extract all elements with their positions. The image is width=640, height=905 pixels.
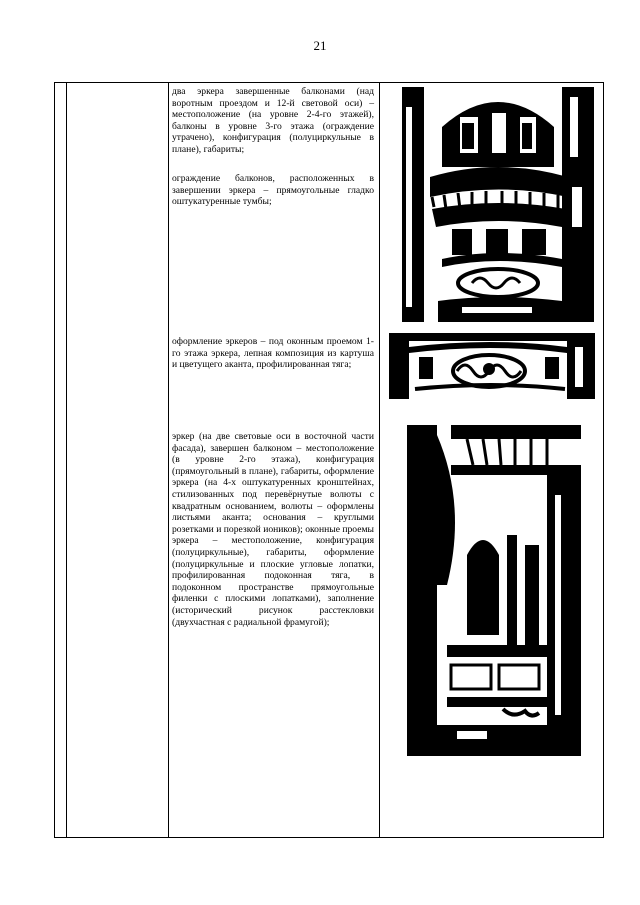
paragraph-bay-windows-balconies: два эркера завершенные балконами (над воротным проездом и 12-й световой оси) – местоположение (на уровне 2-4-го этажей), балконы в уровне 3-го этажа (ограждение утрачено), конфигурация (полуциркульные в плане), габариты; — [172, 86, 374, 155]
paragraph-bay-decoration: оформление эркеров – под оконным проемом 1-го этажа эркера, лепная композиция из картуша и цветущего аканта, профилированная тяга; — [172, 336, 374, 371]
column-divider-2 — [168, 83, 169, 837]
column-divider-3 — [379, 83, 380, 837]
paragraph-east-bay-window: эркер (на две световые оси в восточной части фасада), завершен балконом – местоположение (в уровне 2-го этажа), конфигурация (прямоугольный в плане), габариты, оформление эркера (на 4-х оштукатуренных кронштейнах, стилизованных под перевёрнутые волюты с квадратным основанием, волюты – оформлены листьями аканта; основания – круглыми розетками и порезкой иоников); оконные проемы эркера – местоположение, конфигурация (полуциркульные), габариты, оформление (полуциркульные и плоские угловые лопатки, профилированная подоконная тяга, в подоконном пространстве прямоугольные филенки с плоскими лопатками), заполнение (исторический рисунок расстекловки (двухчастная с радиальной фрамугой); — [172, 431, 374, 628]
column-divider-1 — [66, 83, 67, 837]
stucco-cartouche-acanthus-photo — [389, 333, 595, 399]
bay-window-balcony-photo — [402, 87, 594, 322]
rectangular-bay-window-photo — [407, 425, 581, 756]
paragraph-balcony-railing: ограждение балконов, расположенных в завершении эркера – прямоугольные гладко оштукатуренные тумбы; — [172, 173, 374, 208]
monument-elements-table — [54, 82, 604, 838]
page-number: 21 — [313, 38, 327, 53]
